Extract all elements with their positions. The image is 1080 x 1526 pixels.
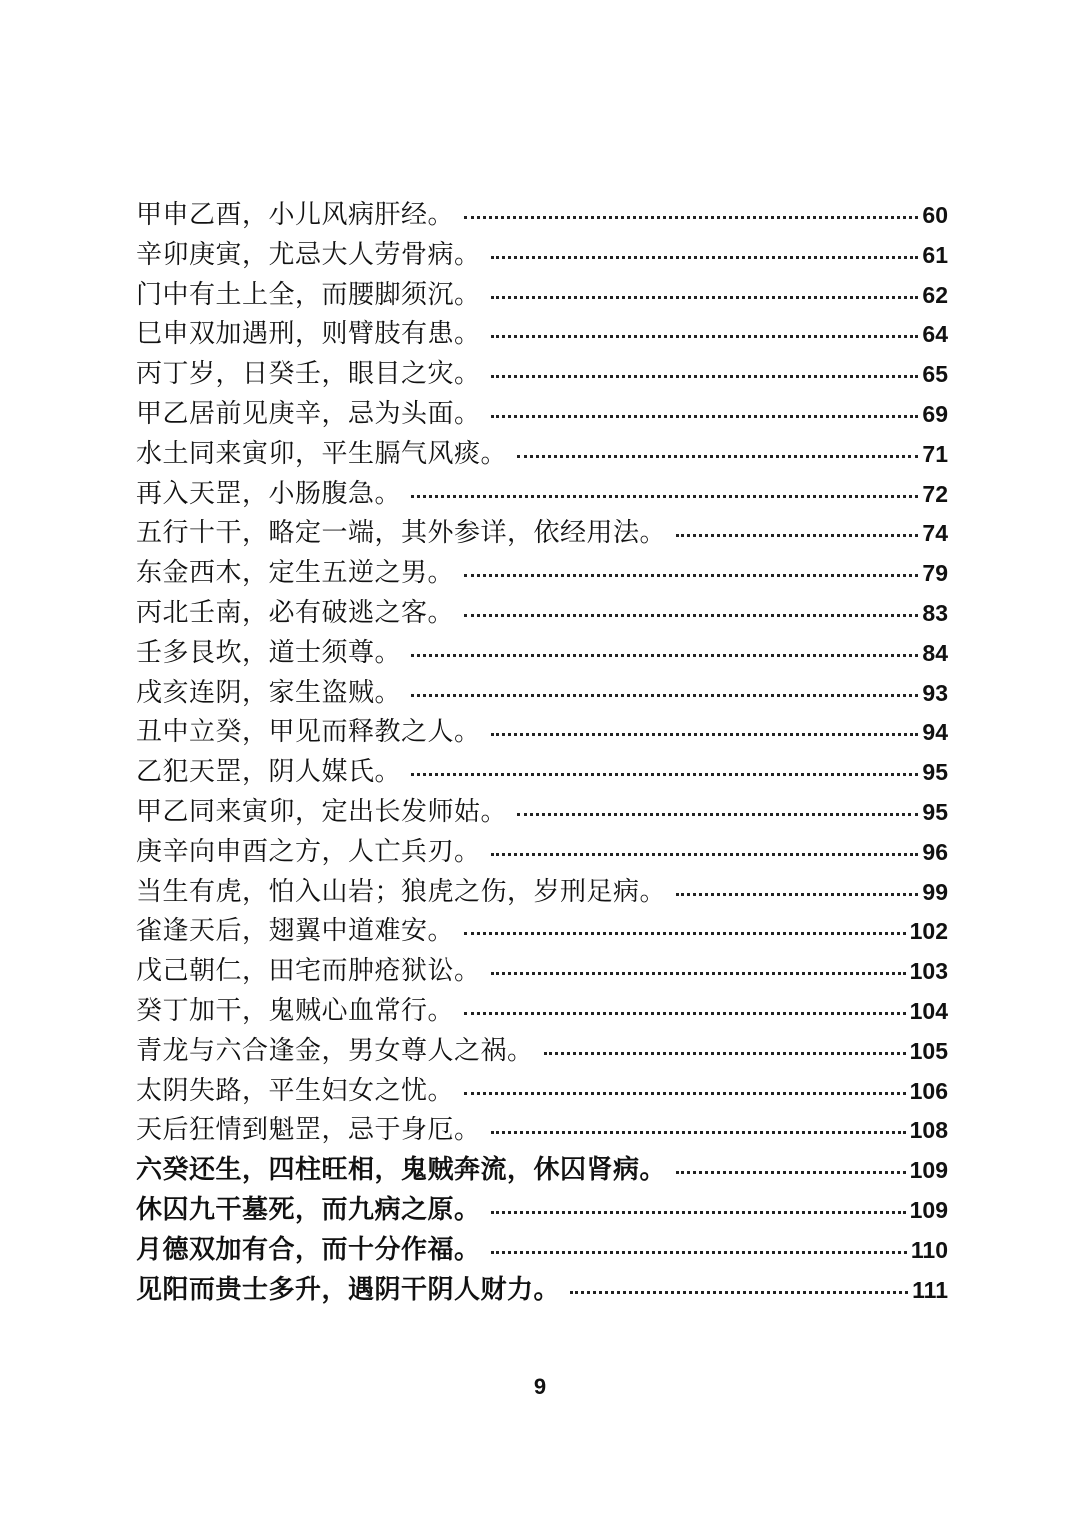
toc-entry — [136, 1030, 948, 1070]
toc-dot-leader — [491, 296, 919, 299]
toc-dot-leader — [544, 1052, 906, 1055]
toc-entry-title: 东金西木，定生五逆之男。 — [136, 558, 455, 589]
toc-entry — [136, 512, 948, 552]
toc-entry-title: 巳申双加遇刑，则臂肢有患。 — [136, 319, 481, 350]
toc-entry — [136, 791, 948, 831]
toc-entry-page: 71 — [922, 440, 948, 467]
toc-entry — [136, 990, 948, 1030]
toc-entry-page: 60 — [922, 202, 948, 228]
toc-entry-title: 乙犯天罡，阴人媒氏。 — [136, 757, 402, 788]
toc-entry-title: 水土同来寅卯，平生膈气风痰。 — [136, 438, 508, 469]
toc-entry-page: 61 — [922, 241, 948, 268]
toc-entry — [136, 194, 948, 234]
toc-dot-leader — [491, 733, 919, 736]
toc-entry — [136, 672, 948, 712]
toc-entry-title: 青龙与六合逢金，男女尊人之祸。 — [136, 1035, 534, 1066]
toc-dot-leader — [464, 574, 918, 577]
toc-entry — [136, 353, 948, 393]
toc-dot-leader — [676, 1171, 906, 1174]
toc-entry-page: 84 — [922, 639, 948, 666]
toc-entry — [136, 1229, 948, 1269]
toc-entry-title: 壬多艮坎，道士须尊。 — [136, 637, 402, 668]
toc-entry — [136, 871, 948, 911]
toc-entry-title: 甲乙同来寅卯，定出长发师姑。 — [136, 796, 508, 827]
toc-dot-leader — [491, 256, 919, 259]
toc-entry-page: 104 — [909, 997, 948, 1024]
toc-dot-leader — [464, 1012, 906, 1015]
toc-dot-leader — [411, 654, 918, 657]
toc-entry-page: 65 — [922, 361, 948, 388]
toc-entry-title: 休囚九干墓死，而九病之原。 — [136, 1194, 481, 1225]
toc-dot-leader — [517, 813, 918, 816]
toc-dot-leader — [491, 972, 906, 975]
toc-entry — [136, 473, 948, 513]
toc-dot-leader — [464, 1092, 906, 1095]
toc-dot-leader — [491, 415, 919, 418]
page-number: 9 — [533, 1374, 547, 1399]
toc-entry-page: 74 — [922, 520, 948, 547]
toc-entry-page: 110 — [910, 1236, 948, 1263]
toc-entry — [136, 910, 948, 950]
toc-entry — [136, 1269, 948, 1309]
toc-dot-leader — [491, 1131, 906, 1134]
toc-entry — [136, 234, 948, 274]
toc-entry-title: 丑中立癸，甲见而释教之人。 — [136, 717, 481, 748]
toc-entry-title: 辛卯庚寅，尤忌大人劳骨病。 — [136, 239, 481, 270]
toc-entry-title: 戌亥连阴，家生盗贼。 — [136, 677, 402, 708]
toc-entry-title: 六癸还生，四柱旺相，鬼贼奔流，休囚肾病。 — [136, 1155, 667, 1186]
toc-dot-leader — [464, 216, 918, 219]
toc-entry-page: 96 — [922, 838, 948, 865]
toc-entry-title: 丙丁岁，日癸壬，眼目之灾。 — [136, 359, 481, 390]
toc-entry-title: 甲乙居前见庚辛，忌为头面。 — [136, 398, 481, 429]
toc-entry-page: 83 — [922, 599, 948, 626]
toc-entry-page: 102 — [909, 918, 948, 945]
toc-entry-page: 94 — [922, 719, 948, 746]
toc-dot-leader — [411, 694, 918, 697]
toc-entry-page: 111 — [912, 1276, 948, 1303]
toc-dot-leader — [676, 534, 918, 537]
toc-entry — [136, 552, 948, 592]
toc-entry-title: 甲申乙酉，小儿风病肝经。 — [136, 200, 455, 230]
toc-entry-title: 天后狂情到魁罡，忌于身厄。 — [136, 1115, 481, 1146]
toc-entry-title: 再入天罡，小肠腹急。 — [136, 478, 402, 509]
toc-entry-page: 99 — [922, 878, 948, 905]
toc-entry-page: 103 — [909, 958, 948, 985]
toc-entry-page: 64 — [922, 321, 948, 348]
toc-entry-title: 戊己朝仁，田宅而肿疮狱讼。 — [136, 956, 481, 987]
toc-dot-leader — [411, 773, 918, 776]
toc-dot-leader — [491, 853, 919, 856]
toc-entry — [136, 393, 948, 433]
toc-entry — [136, 433, 948, 473]
toc-dot-leader — [491, 1211, 906, 1214]
toc-entry — [136, 274, 948, 314]
toc-entry-page: 72 — [922, 480, 948, 507]
toc-dot-leader — [676, 893, 918, 896]
toc-entry — [136, 632, 948, 672]
toc-entry — [136, 751, 948, 791]
toc-entry — [136, 1109, 948, 1149]
toc-entry-page: 109 — [909, 1196, 948, 1223]
toc-entry-title: 当生有虎，怕入山岩；狼虎之伤，岁刑足病。 — [136, 876, 667, 907]
toc-entry — [136, 313, 948, 353]
toc-entry-title: 太阴失路，平生妇女之忧。 — [136, 1075, 455, 1106]
toc-dot-leader — [411, 495, 918, 498]
toc-entry-page: 106 — [909, 1077, 948, 1104]
toc-entry-page: 95 — [922, 798, 948, 825]
toc-entry — [136, 1070, 948, 1110]
toc-entry-page: 93 — [922, 679, 948, 706]
toc-entry-page: 109 — [909, 1157, 948, 1184]
toc-dot-leader — [570, 1291, 908, 1294]
toc-dot-leader — [491, 375, 919, 378]
toc-dot-leader — [491, 335, 919, 338]
toc-entry-title: 门中有土上全，而腰脚须沉。 — [136, 279, 481, 310]
toc-entry — [136, 1189, 948, 1229]
toc-dot-leader — [464, 932, 906, 935]
toc-entry-page: 108 — [909, 1117, 948, 1144]
toc-entry-title: 五行十干，略定一端，其外参详，依经用法。 — [136, 518, 667, 549]
toc-dot-leader — [491, 1251, 907, 1254]
toc-entry-page: 69 — [922, 400, 948, 427]
toc-entry-title: 月德双加有合，而十分作福。 — [136, 1234, 481, 1265]
toc-entry-page: 95 — [922, 759, 948, 786]
toc-entry — [136, 950, 948, 990]
toc-entry-title: 雀逢天后，翅翼中道难安。 — [136, 916, 455, 947]
toc-entry — [136, 711, 948, 751]
toc-entry-title: 见阳而贵士多升，遇阴干阴人财力。 — [136, 1274, 561, 1305]
toc-dot-leader — [464, 614, 918, 617]
toc-entry — [136, 831, 948, 871]
toc-entry — [136, 1149, 948, 1189]
table-of-contents — [136, 194, 948, 1308]
toc-entry-page: 79 — [922, 560, 948, 587]
toc-entry-title: 癸丁加干，鬼贼心血常行。 — [136, 995, 455, 1026]
toc-entry-title: 丙北壬南，必有破逃之客。 — [136, 597, 455, 628]
toc-entry-title: 庚辛向申酉之方，人亡兵刃。 — [136, 836, 481, 867]
toc-dot-leader — [517, 455, 918, 458]
toc-entry — [136, 592, 948, 632]
toc-entry-page: 105 — [909, 1037, 948, 1064]
toc-entry-page: 62 — [922, 281, 948, 308]
